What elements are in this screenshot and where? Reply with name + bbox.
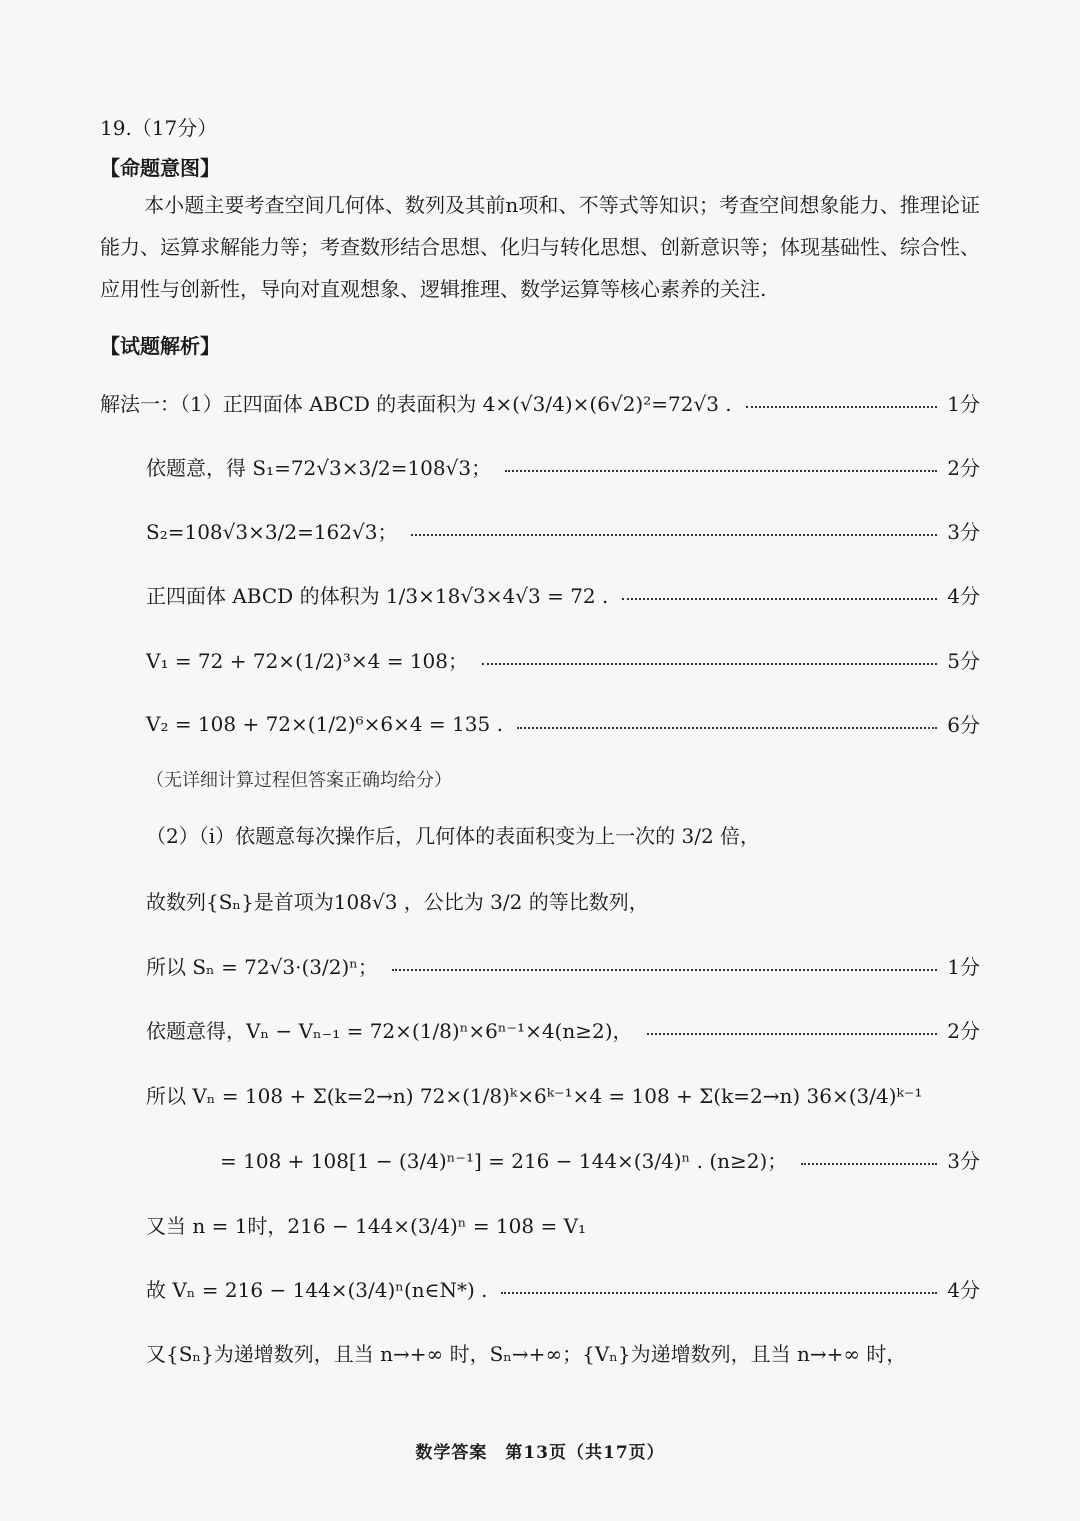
solution-line-4 [146,580,980,609]
intent-text: 本小题主要考查空间几何体、数列及其前n项和、不等式等知识；考查空间想象能力、推理论证能力、运算求解能力等；考查数形结合思想、化归与转化思想、创新意识等；体现基础性、综合性、应用性与创新性，导向对直观想象、逻辑推理、数学运算等核心素养的关注. [100,193,980,301]
score-label: 4分 [947,1278,980,1302]
line-text: 正四面体 ABCD 的体积为 1/3×18√3×4√3 = 72 . [146,584,609,608]
problem-title: 19.（17分） [100,116,218,140]
solution-line-3 [146,516,980,545]
score-label: 1分 [947,955,980,979]
intent-heading: 【命题意图】 [100,156,220,180]
intent-paragraph [100,184,980,310]
solution-line-vdiff [146,1015,980,1044]
solution-line-part2: （2）（i）依题意每次操作后，几何体的表面积变为上一次的 3/2 倍， [146,824,761,848]
line-text: 依题意，得 S₁=72√3×3/2=108√3； [146,456,492,480]
score-label: 3分 [947,1149,980,1173]
leader-dots [501,1290,937,1294]
leader-dots [411,532,937,536]
solution-line-sequence: 故数列{Sₙ}是首项为108√3 ，公比为 3/2 的等比数列， [146,890,649,914]
leader-dots [517,725,937,729]
line-text: 依题意得，Vₙ − Vₙ₋₁ = 72×(1/8)ⁿ×6ⁿ⁻¹×4(n≥2)， [146,1019,633,1043]
solution-line-n1: 又当 n = 1时，216 − 144×(3/4)ⁿ = 108 = V₁ [146,1214,587,1238]
score-label: 5分 [947,649,980,673]
score-label: 6分 [947,713,980,737]
analysis-heading: 【试题解析】 [100,334,220,358]
solution-line-sn [146,951,980,980]
leader-dots [647,1031,938,1035]
line-text: S₂=108√3×3/2=162√3； [146,520,398,544]
page-footer: 数学答案 第13页（共17页） [415,1443,665,1463]
leader-dots [505,468,937,472]
line-text: = 108 + 108[1 − (3/4)ⁿ⁻¹] = 216 − 144×(3/4)ⁿ . (n≥2)； [220,1149,788,1173]
score-label: 2分 [947,1019,980,1043]
score-label: 4分 [947,584,980,608]
line-text: V₂ = 108 + 72×(1/2)⁶×6×4 = 135 . [146,711,503,736]
solution-line-6 [146,709,980,738]
solution-line-2 [146,452,980,481]
solution-line-1 [100,388,980,417]
solution-line-vn [146,1274,980,1303]
leader-dots [801,1161,937,1165]
leader-dots [392,967,937,971]
leader-dots [482,661,937,665]
line-text: 故 Vₙ = 216 − 144×(3/4)ⁿ(n∈N*) . [146,1278,488,1302]
solution-line-limit: 又{Sₙ}为递增数列，且当 n→+∞ 时，Sₙ→+∞；{Vₙ}为递增数列，且当 n→+∞ 时， [146,1342,907,1366]
grading-note: （无详细计算过程但答案正确均给分） [146,770,452,791]
solution-line-5 [146,645,980,674]
line-text: 所以 Sₙ = 72√3·(3/2)ⁿ； [146,955,378,979]
solution-line-sum-result [220,1145,980,1174]
score-label: 3分 [947,520,980,544]
line-text: V₁ = 72 + 72×(1/2)³×4 = 108； [146,649,469,673]
score-label: 2分 [947,456,980,480]
score-label: 1分 [947,392,980,416]
line-text: 解法一：（1）正四面体 ABCD 的表面积为 4×(√3/4)×(6√2)²=72√3 . [100,392,732,416]
solution-line-sum: 所以 Vₙ = 108 + Σ(k=2→n) 72×(1/8)ᵏ×6ᵏ⁻¹×4 = 108 + Σ(k=2→n) 36×(3/4)ᵏ⁻¹ [146,1084,923,1108]
leader-dots [622,596,937,600]
leader-dots [746,404,938,408]
